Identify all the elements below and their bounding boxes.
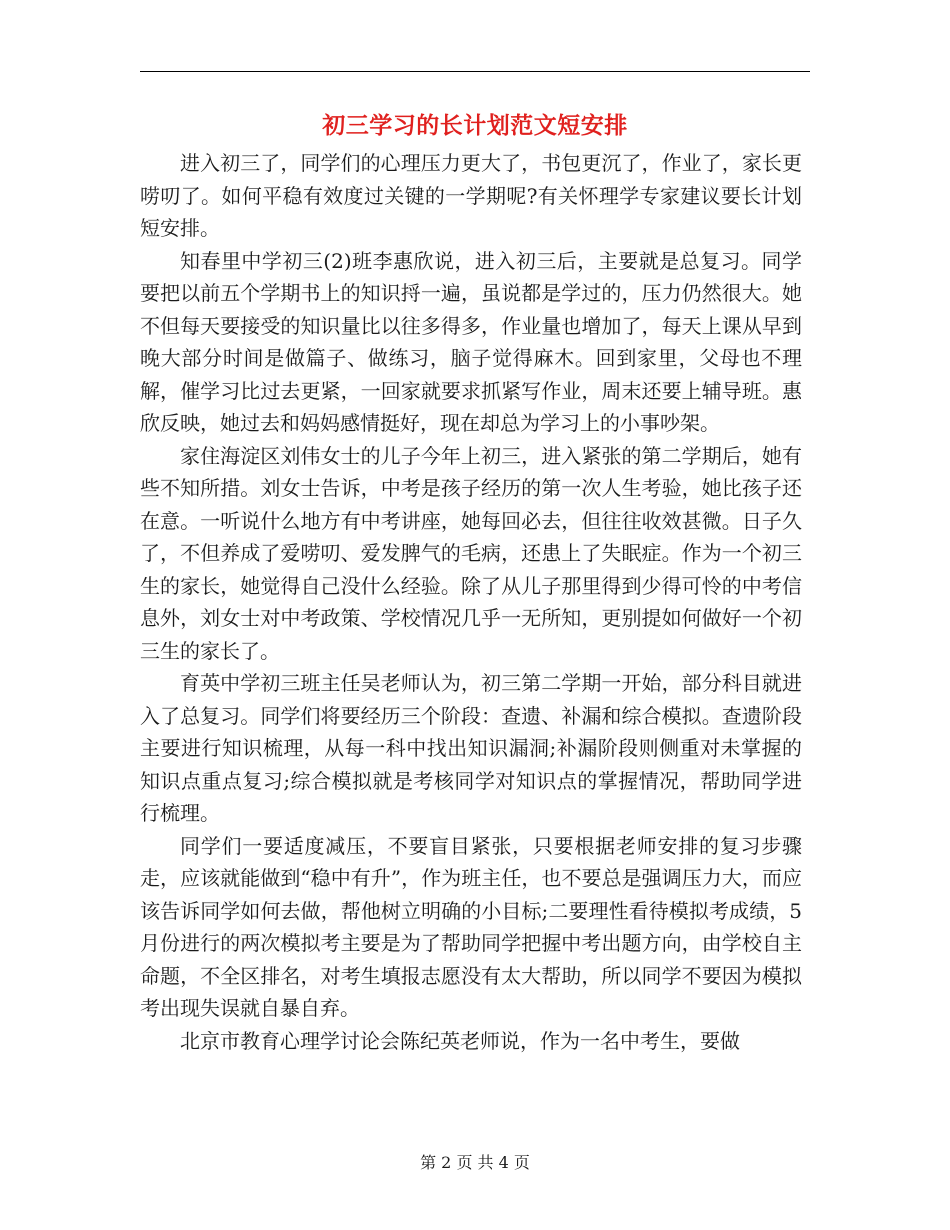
document-body (140, 147, 802, 1057)
paragraph: 家住海淀区刘伟女士的儿子今年上初三，进入紧张的第二学期后，她有些不知所措。刘女士告诉，中考是孩子经历的第一次人生考验，她比孩子还在意。一听说什么地方有中考讲座，她每回必去，但往往收效甚微。日子久了，不但养成了爱唠叨、爱发脾气的毛病，还患上了失眠症。作为一个初三生的家长，她觉得自己没什么经验。除了从儿子那里得到少得可怜的中考信息外，刘女士对中考政策、学校情况几乎一无所知，更别提如何做好一个初三生的家长了。 (140, 443, 802, 663)
paragraph: 知春里中学初三(2)班李惠欣说，进入初三后，主要就是总复习。同学要把以前五个学期书上的知识捋一遍，虽说都是学过的，压力仍然很大。她不但每天要接受的知识量比以往多得多，作业量也增加了，每天上课从早到晚大部分时间是做篇子、做练习，脑子觉得麻木。回到家里，父母也不理解，催学习比过去更紧，一回家就要求抓紧写作业，周末还要上辅导班。惠欣反映，她过去和妈妈感情挺好，现在却总为学习上的小事吵架。 (140, 248, 802, 435)
paragraph: 北京市教育心理学讨论会陈纪英老师说，作为一名中考生，要做 (180, 1028, 740, 1053)
paragraph: 进入初三了，同学们的心理压力更大了，书包更沉了，作业了，家长更唠叨了。如何平稳有效度过关键的一学期呢?有关怀理学专家建议要长计划短安排。 (140, 151, 802, 240)
page-footer: 第 2 页 共 4 页 (420, 1153, 530, 1172)
paragraph: 育英中学初三班主任吴老师认为，初三第二学期一开始，部分科目就进入了总复习。同学们将要经历三个阶段：查遗、补漏和综合模拟。查遗阶段主要进行知识梳理，从每一科中找出知识漏洞;补漏阶段则侧重对未掌握的知识点重点复习;综合模拟就是考核同学对知识点的掌握情况，帮助同学进行梳理。 (140, 671, 802, 825)
header-rule (140, 71, 810, 72)
paragraph: 同学们一要适度减压，不要盲目紧张，只要根据老师安排的复习步骤走，应该就能做到“稳中有升”，作为班主任，也不要总是强调压力大，而应该告诉同学如何去做，帮他树立明确的小目标;二要理性看待模拟考成绩，5月份进行的两次模拟考主要是为了帮助同学把握中考出题方向，由学校自主命题，不全区排名，对考生填报志愿没有太大帮助，所以同学不要因为模拟考出现失误就自暴自弃。 (140, 833, 802, 1020)
document-title: 初三学习的长计划范文短安排 (322, 112, 628, 139)
